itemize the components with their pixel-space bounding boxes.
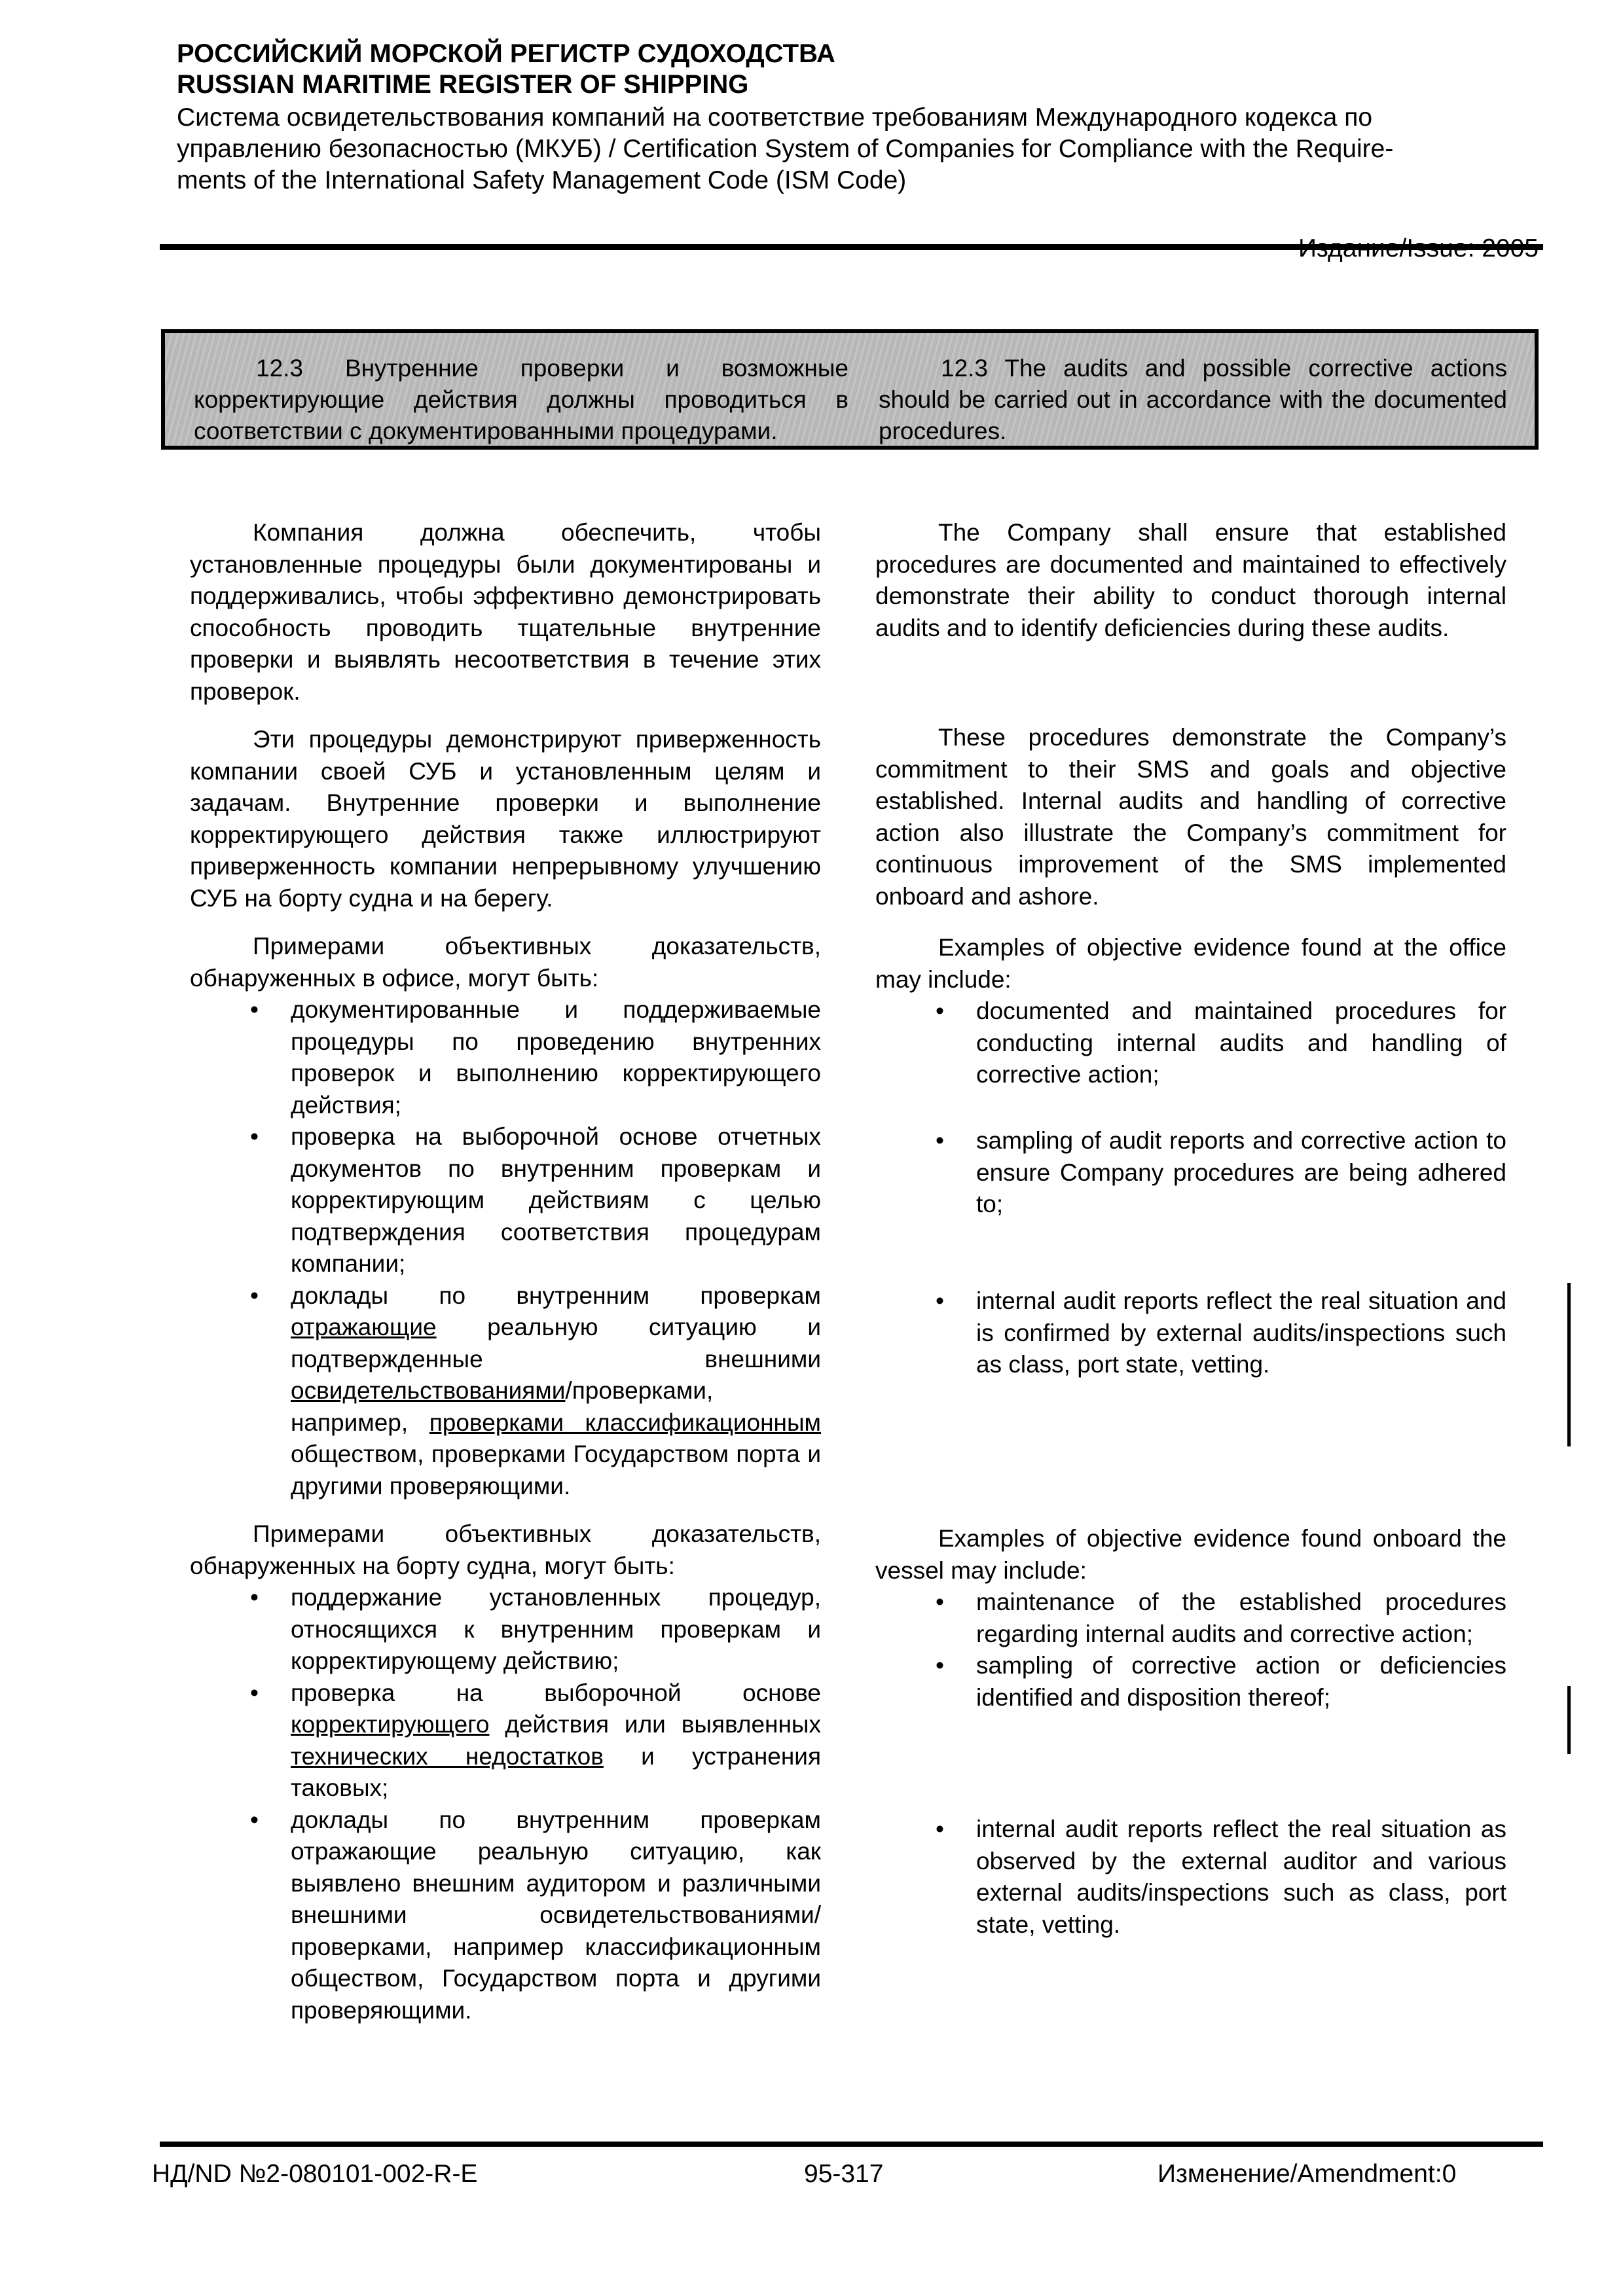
list-item	[190, 1677, 821, 1804]
list-item-text: доклады по внутренним проверкам	[291, 1282, 821, 1309]
office-evidence-list	[190, 994, 821, 1502]
org-name-en: RUSSIAN MARITIME REGISTER OF SHIPPING	[177, 70, 749, 99]
page-header	[177, 38, 1539, 196]
page-number: 95-317	[804, 2160, 884, 2188]
underlined-text: освидетельствованиями	[291, 1377, 566, 1404]
list-item-text: проверка на выборочной основе отчетных документов по внутренним проверкам и корректирующим действиям с целью подтверждения соответствия процедурам компании;	[291, 1123, 821, 1277]
bullet-icon: •	[936, 1588, 944, 1615]
header-divider	[160, 244, 1543, 250]
list-item-text: sampling of audit reports and corrective action to ensure Company procedures are being adhered to;	[976, 1127, 1506, 1217]
list-item-text: sampling of corrective action or deficiencies identified and disposition thereof;	[976, 1652, 1506, 1711]
list-item-text: обществом, проверками Государством порта и другими проверяющими.	[291, 1441, 821, 1499]
office-evidence-block	[875, 932, 1506, 1091]
system-title-line: Система освидетельствования компаний на соответствие требованиям Международного кодекса по	[177, 103, 1373, 132]
bullet-icon: •	[936, 1287, 944, 1314]
bullet-icon: •	[250, 1282, 259, 1309]
underlined-text: технических недостатков	[291, 1742, 604, 1770]
paragraph: Эти процедуры демонстрируют приверженность компании своей СУБ и установленным целям и задачам. Внутренние проверки и выполнение корректирующего действия также иллюстрируют приверженность компании непрерывному улучшению СУБ на борту судна и на берегу.	[190, 726, 821, 912]
bullet-icon: •	[250, 1123, 259, 1150]
list-item-text: /проверками, например,	[291, 1377, 714, 1436]
org-name-ru: РОССИЙСКИЙ МОРСКОЙ РЕГИСТР СУДОХОДСТВА	[177, 39, 835, 68]
list-item	[875, 1814, 1506, 1941]
vessel-evidence-list	[875, 1587, 1506, 1713]
requirement-box	[161, 329, 1539, 450]
bullet-icon: •	[250, 1806, 259, 1833]
list-item-text: internal audit reports reflect the real situation and is confirmed by external audits/inspections such as class, port state, vetting.	[976, 1287, 1506, 1378]
vessel-evidence-intro: Примерами объективных доказательств, обнаруженных на борту судна, могут быть:	[190, 1520, 821, 1579]
paragraph: These procedures demonstrate the Company’s commitment to their SMS and goals and objective established. Internal audits and handling of corrective action also illustrate the Company’s commitment for continuous improvement of the SMS implemented onboard and ashore.	[875, 724, 1506, 910]
office-evidence-list	[875, 996, 1506, 1091]
list-item	[875, 1125, 1506, 1221]
list-item-text: documented and maintained procedures for conducting internal audits and handling of corrective action;	[976, 997, 1506, 1088]
list-item	[875, 1285, 1506, 1381]
office-evidence-intro: Examples of objective evidence found at the office may include:	[875, 934, 1506, 993]
underlined-text: отражающие	[291, 1314, 437, 1340]
list	[875, 1125, 1506, 1221]
list-item-text: доклады по внутренним проверкам отражающие реальную ситуацию, как выявлено внешним аудитором и различными внешними освидетельствованиями/проверками, например классификационным обществом, Государством порта и другими проверяющими.	[291, 1806, 821, 2024]
requirement-text-ru: 12.3 Внутренние проверки и возможные корректирующие действия должны проводиться в соответствии с документированными процедурами.	[194, 355, 848, 444]
paragraph-block	[875, 722, 1506, 912]
list-item	[190, 1582, 821, 1677]
list-item-text: документированные и поддерживаемые процедуры по проведению внутренних проверок и выполнению корректирующего действия;	[291, 996, 821, 1119]
system-title	[177, 102, 1539, 196]
list-item-text: поддержание установленных процедур, относящихся к внутренним проверкам и корректирующему действию;	[291, 1584, 821, 1674]
office-evidence-intro: Примерами объективных доказательств, обнаруженных в офисе, могут быть:	[190, 933, 821, 992]
vessel-evidence-block	[875, 1523, 1506, 1713]
vessel-evidence-list	[190, 1582, 821, 2026]
list-item-text: internal audit reports reflect the real situation as observed by the external auditor and various external audits/inspections such as class, port state, vetting.	[976, 1816, 1506, 1938]
bullet-icon: •	[936, 1127, 944, 1154]
list-block	[875, 1814, 1506, 1941]
bullet-icon: •	[250, 1679, 259, 1706]
underlined-text: проверками классификационным	[429, 1408, 821, 1436]
bullet-icon: •	[936, 1816, 944, 1842]
list-block	[875, 1125, 1506, 1221]
footer-divider	[160, 2142, 1543, 2147]
list-item-text: реальную ситуацию и подтвержденные внешними	[291, 1314, 821, 1372]
paragraph-block	[875, 517, 1506, 644]
list-item	[875, 1650, 1506, 1713]
change-bar	[1567, 1283, 1571, 1446]
bullet-icon: •	[250, 1584, 259, 1611]
bullet-icon: •	[936, 997, 944, 1024]
paragraph: The Company shall ensure that established procedures are documented and maintained to effectively demonstrate their ability to conduct thorough internal audits and to identify deficiencies during these audits.	[875, 519, 1506, 641]
system-title-line: управлению безопасностью (МКУБ) / Certification System of Companies for Compliance with the Require-	[177, 135, 1394, 163]
list-item-text: и устранения таковых;	[291, 1742, 821, 1801]
list-item	[190, 994, 821, 1121]
bullet-icon: •	[250, 996, 259, 1023]
document-number: НД/ND №2-080101-002-R-E	[152, 2160, 478, 2188]
underlined-text: корректирующего	[291, 1711, 490, 1738]
list-item	[875, 1587, 1506, 1650]
list-item-text: действия или выявленных	[489, 1711, 821, 1738]
paragraph: Компания должна обеспечить, чтобы установленные процедуры были документированы и поддерживались, чтобы эффективно демонстрировать способность проводить тщательные внутренние проверки и выявлять несоответствия в течение этих проверок.	[190, 519, 821, 705]
list	[875, 1814, 1506, 1941]
list-item	[875, 996, 1506, 1091]
list	[875, 1285, 1506, 1381]
list-item	[190, 1804, 821, 2027]
vessel-evidence-intro: Examples of objective evidence found onboard the vessel may include:	[875, 1525, 1506, 1584]
list-item	[190, 1280, 821, 1503]
requirement-text-en: 12.3 The audits and possible corrective actions should be carried out in accordance with the documented procedures.	[879, 355, 1507, 444]
amendment-label: Изменение/Amendment:0	[1158, 2160, 1457, 2188]
russian-column	[190, 517, 821, 2026]
change-bar	[1567, 1686, 1571, 1754]
list-item	[190, 1121, 821, 1280]
bullet-icon: •	[936, 1652, 944, 1679]
list-item-text: проверка на выборочной основе	[291, 1679, 821, 1706]
list-item-text: maintenance of the established procedures regarding internal audits and corrective action;	[976, 1588, 1506, 1647]
system-title-line: ments of the International Safety Management Code (ISM Code)	[177, 166, 907, 194]
list-block	[875, 1285, 1506, 1381]
